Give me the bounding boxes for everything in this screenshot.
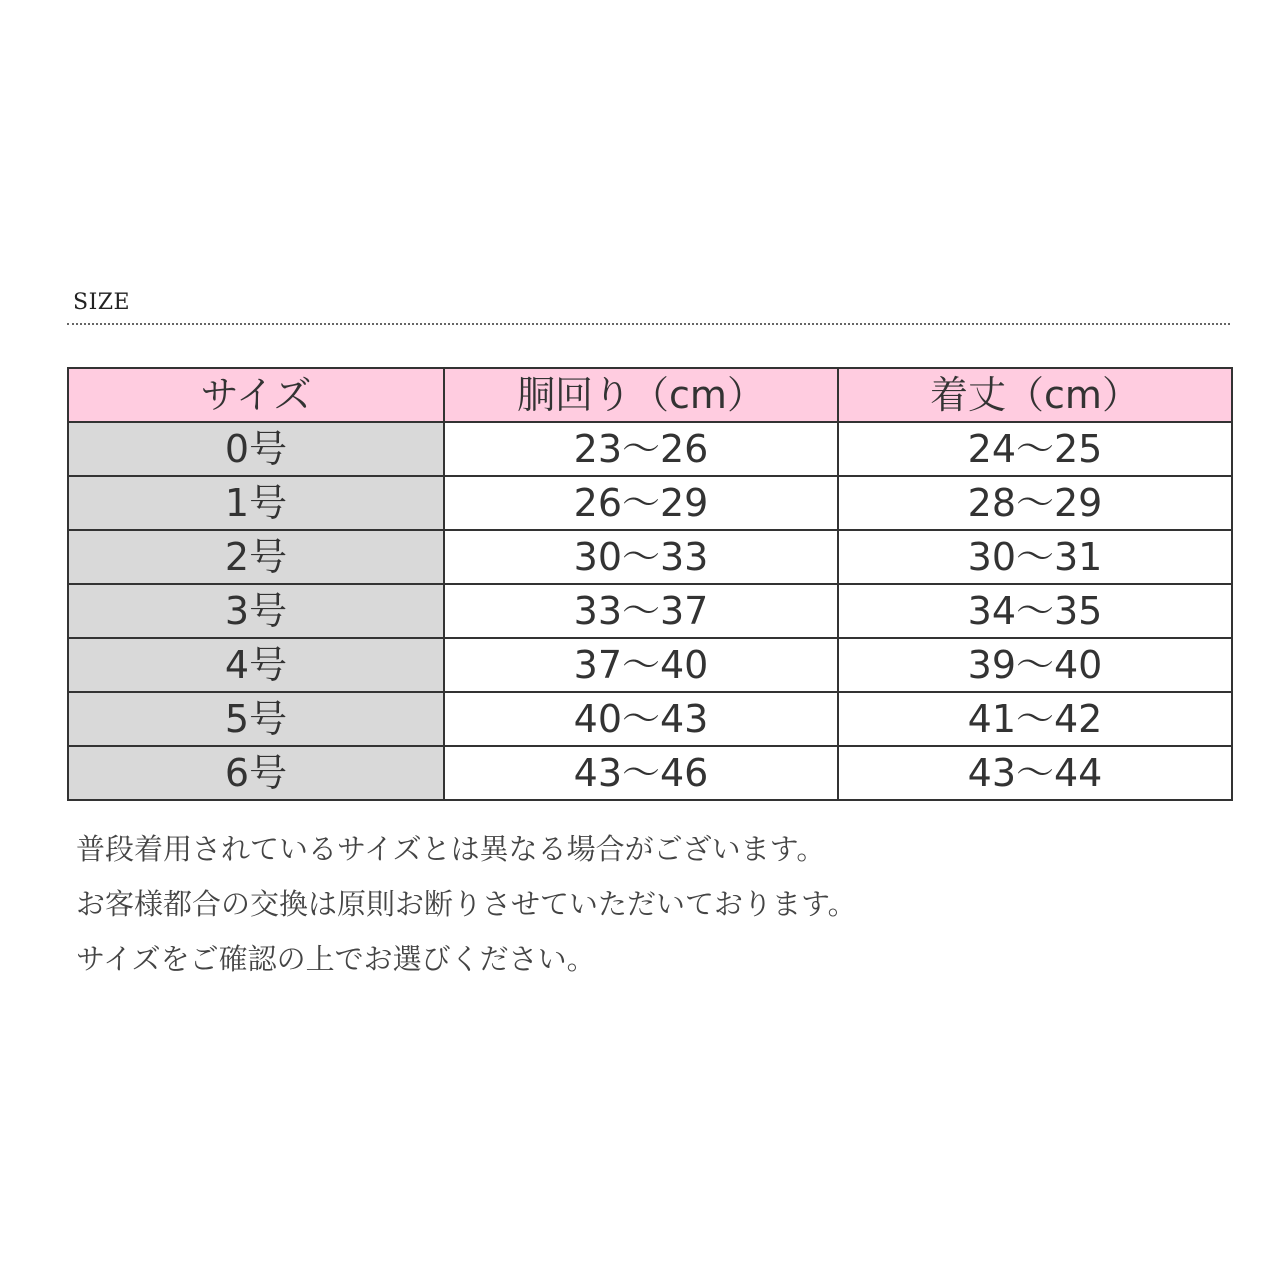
note-line: お客様都合の交換は原則お断りさせていただいております。: [76, 887, 857, 921]
length-cell: 34〜35: [838, 584, 1232, 638]
waist-cell: 37〜40: [444, 638, 838, 692]
waist-cell: 30〜33: [444, 530, 838, 584]
size-cell: 5号: [68, 692, 444, 746]
size-cell: 4号: [68, 638, 444, 692]
size-chart-table: [67, 367, 1233, 801]
waist-cell: 26〜29: [444, 476, 838, 530]
length-cell: 43〜44: [838, 746, 1232, 800]
size-cell: 3号: [68, 584, 444, 638]
size-cell: 1号: [68, 476, 444, 530]
header-length: 着丈（cm）: [838, 368, 1232, 422]
length-cell: 39〜40: [838, 638, 1232, 692]
header-waist: 胴回り（cm）: [444, 368, 838, 422]
length-cell: 41〜42: [838, 692, 1232, 746]
waist-cell: 33〜37: [444, 584, 838, 638]
waist-cell: 23〜26: [444, 422, 838, 476]
waist-cell: 40〜43: [444, 692, 838, 746]
table-header-row: [68, 368, 1232, 422]
table-row: [68, 530, 1232, 584]
waist-cell: 43〜46: [444, 746, 838, 800]
length-cell: 24〜25: [838, 422, 1232, 476]
size-cell: 2号: [68, 530, 444, 584]
table-row: [68, 584, 1232, 638]
section-title: SIZE: [73, 290, 131, 315]
table-row: [68, 692, 1232, 746]
length-cell: 30〜31: [838, 530, 1232, 584]
note-line: 普段着用されているサイズとは異なる場合がございます。: [76, 832, 826, 866]
length-cell: 28〜29: [838, 476, 1232, 530]
table-row: [68, 422, 1232, 476]
notes-section: [76, 822, 857, 987]
size-cell: 0号: [68, 422, 444, 476]
table-row: [68, 638, 1232, 692]
header-size: サイズ: [68, 368, 444, 422]
dotted-divider: [67, 323, 1230, 325]
table-row: [68, 746, 1232, 800]
size-cell: 6号: [68, 746, 444, 800]
table-row: [68, 476, 1232, 530]
note-line: サイズをご確認の上でお選びください。: [76, 942, 596, 976]
